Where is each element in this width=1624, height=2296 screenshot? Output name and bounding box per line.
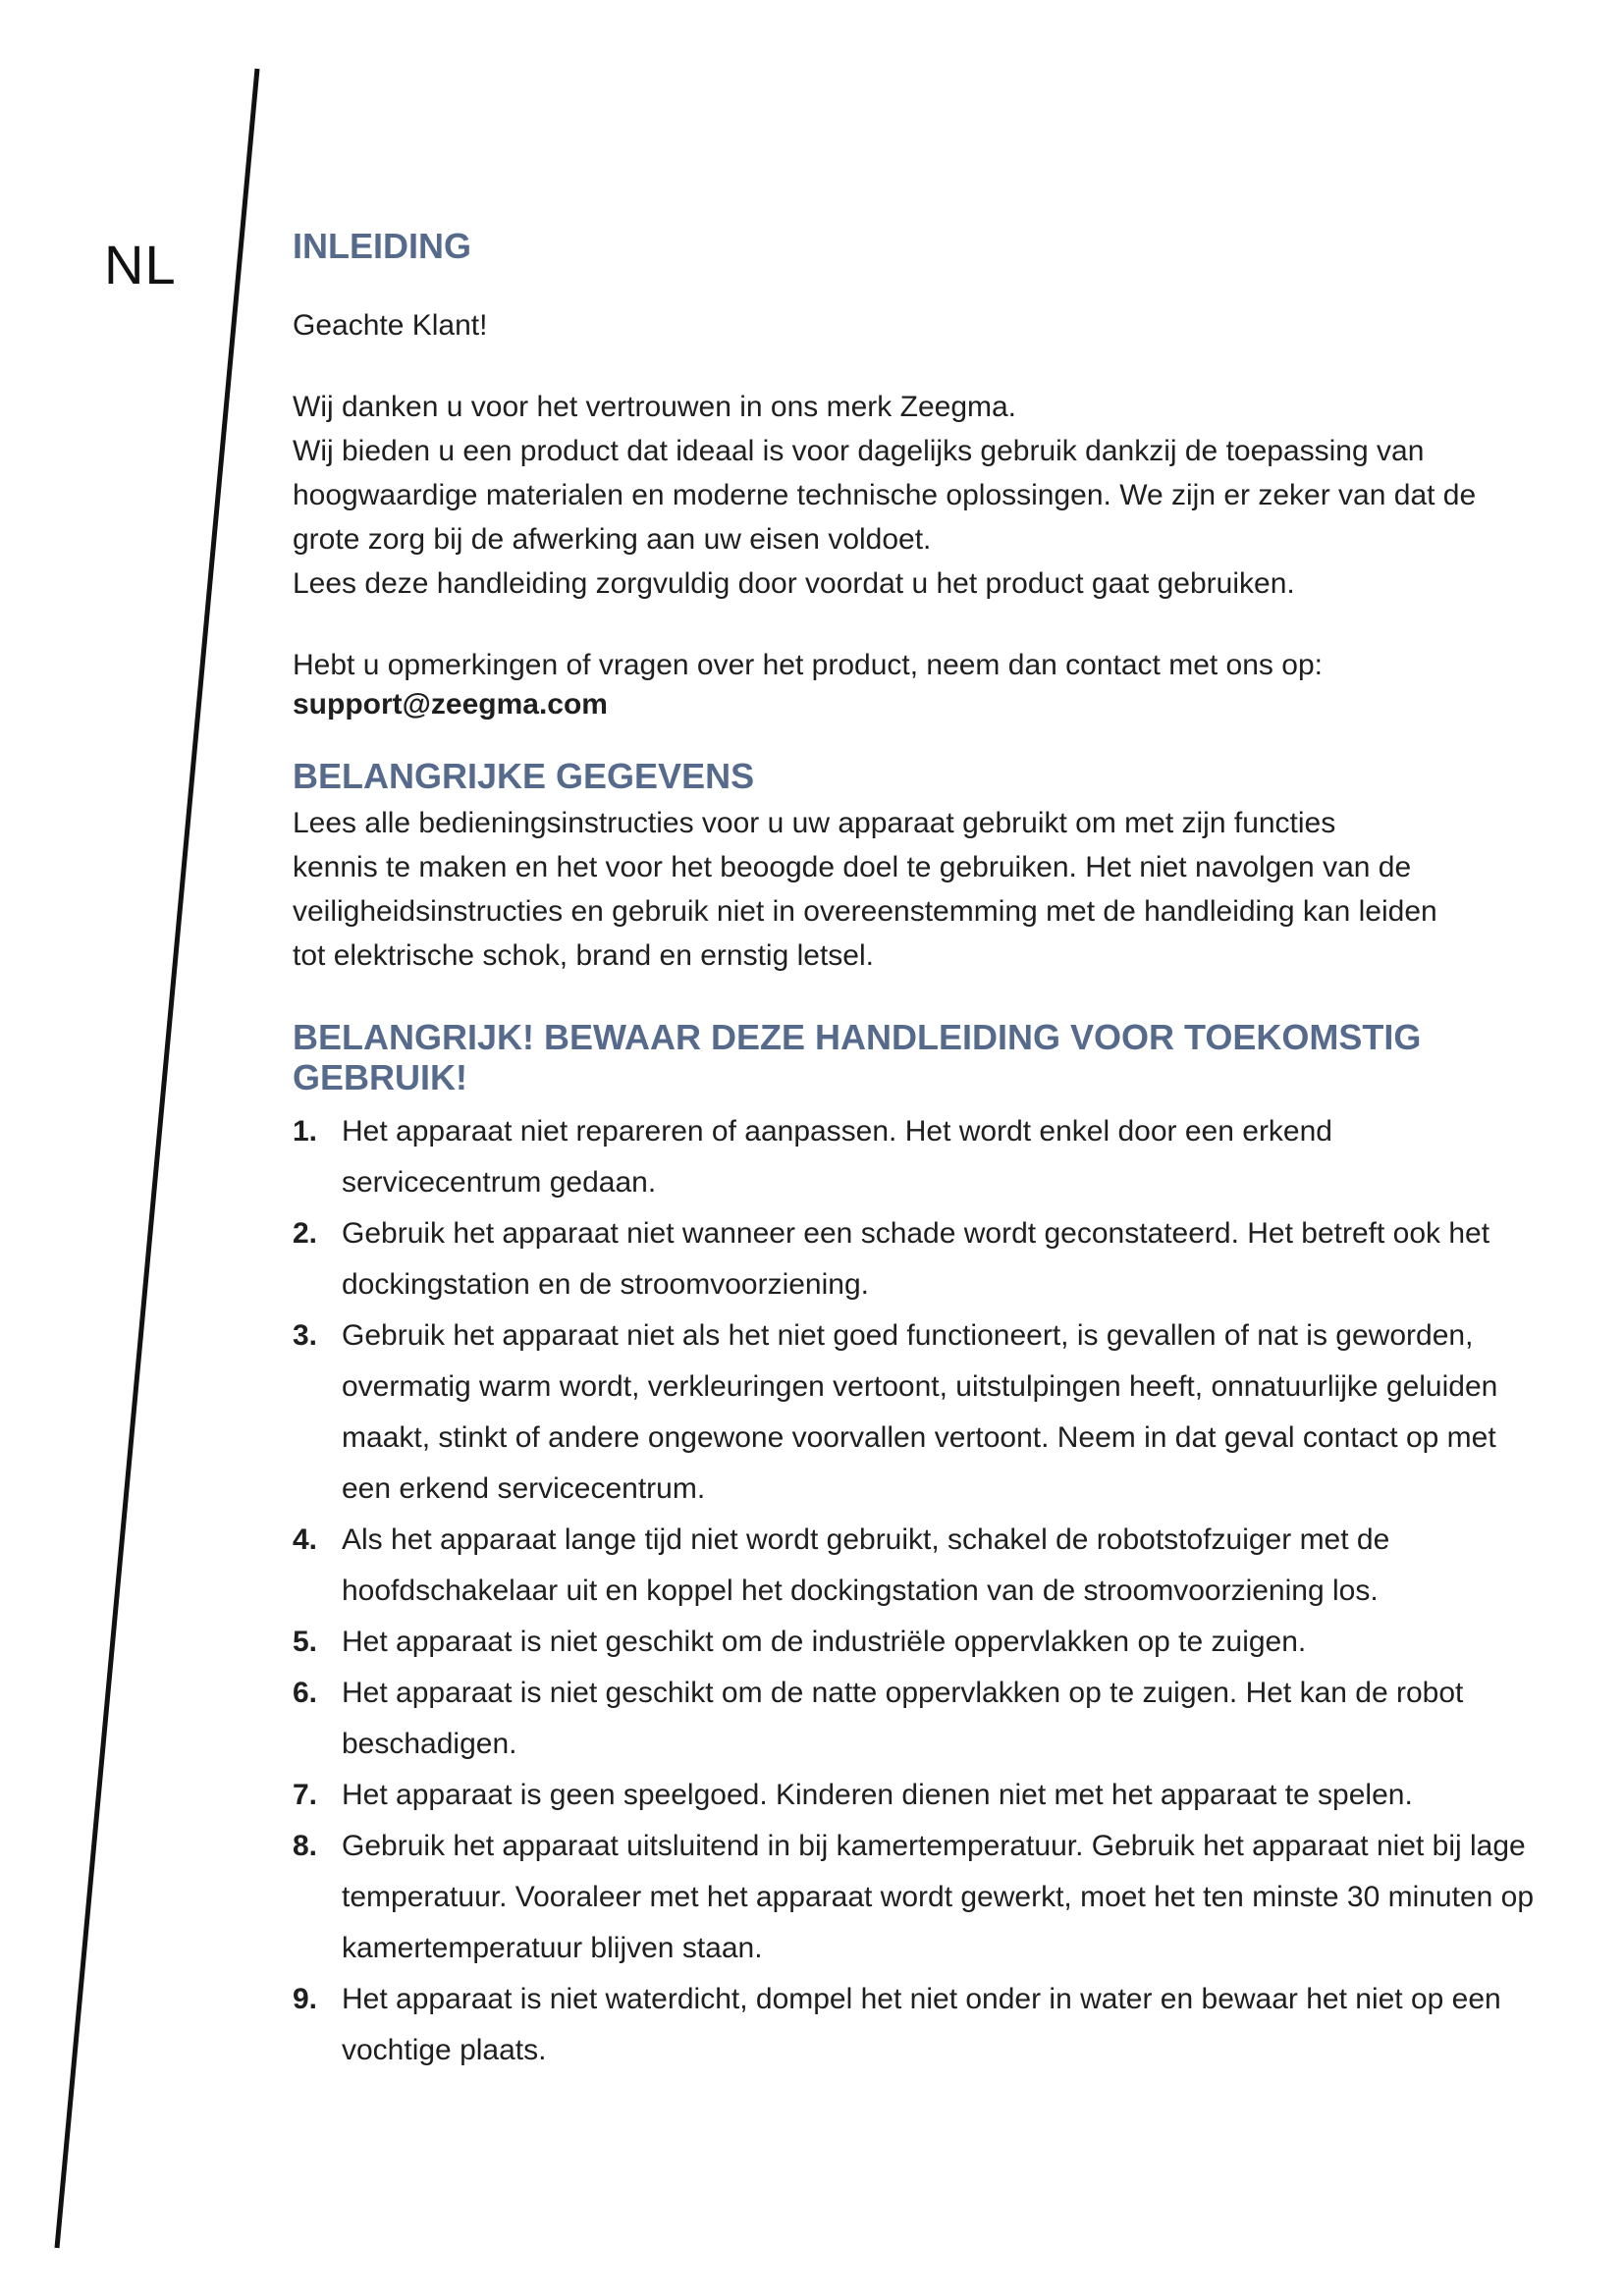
list-item-number: 2. [293, 1216, 318, 1250]
list-item-number: 7. [293, 1778, 318, 1811]
important-data-line: kennis te maken en het voor het beoogde doel te gebruiken. Het niet navolgen van de [293, 850, 1412, 883]
list-item [293, 1208, 1540, 1310]
intro-line: Lees deze handleiding zorgvuldig door voordat u het product gaat gebruiken. [293, 567, 1295, 601]
intro-line: Wij bieden u een product dat ideaal is voor dagelijks gebruik dankzij de toepassing van [293, 435, 1425, 468]
list-item-number: 5. [293, 1625, 318, 1658]
list-item [293, 1515, 1540, 1617]
list-item-text: Gebruik het apparaat uitsluitend in bij kamertemperatuur. Gebruik het apparaat niet bij lage temperatuur. Vooraleer met het apparaat wordt gewerkt, moet het ten minste 30 minuten op kamertemperatuur blijven staan. [342, 1829, 1535, 1964]
intro-line: hoogwaardige materialen en moderne technische oplossingen. We zijn er zeker van dat de [293, 479, 1477, 512]
list-item [293, 1310, 1540, 1515]
list-item-number: 3. [293, 1318, 318, 1352]
warnings-list [293, 1106, 1540, 2076]
list-item [293, 1821, 1540, 1974]
intro-heading: INLEIDING [293, 226, 472, 266]
list-item [293, 1617, 1540, 1668]
important-data-line: veiligheidsinstructies en gebruik niet in overeenstemming met de handleiding kan leiden [293, 894, 1437, 928]
intro-line: Wij danken u voor het vertrouwen in ons merk Zeegma. [293, 391, 1017, 424]
list-item-text: Het apparaat niet repareren of aanpassen. Het wordt enkel door een erkend servicecentrum gedaan. [342, 1114, 1332, 1199]
list-item-text: Gebruik het apparaat niet wanneer een schade wordt geconstateerd. Het betreft ook het dockingstation en de stroomvoorziening. [342, 1216, 1490, 1301]
warnings-heading-line2: GEBRUIK! [293, 1057, 467, 1098]
important-data-paragraph [293, 801, 1540, 978]
important-data-line: Lees alle bedieningsinstructies voor u uw apparaat gebruikt om met zijn functies [293, 806, 1336, 839]
list-item [293, 1770, 1540, 1821]
document-body [293, 226, 1540, 2076]
language-tag: NL [104, 234, 177, 295]
list-item-number: 8. [293, 1829, 318, 1862]
list-item [293, 1974, 1540, 2076]
contact-text: Hebt u opmerkingen of vragen over het product, neem dan contact met ons op: [293, 649, 1323, 682]
list-item-number: 9. [293, 1982, 318, 2015]
important-data-line: tot elektrische schok, brand en ernstig letsel. [293, 938, 874, 972]
warnings-heading-line1: BELANGRIJK! BEWAAR DEZE HANDLEIDING VOOR TOEKOMSTIG [293, 1016, 1422, 1057]
list-item-text: Als het apparaat lange tijd niet wordt gebruikt, schakel de robotstofzuiger met de hoofdschakelaar uit en koppel het dockingstation van de stroomvoorziening los. [342, 1522, 1390, 1607]
list-item [293, 1106, 1540, 1208]
list-item-number: 4. [293, 1522, 318, 1556]
list-item-text: Het apparaat is niet geschikt om de industriële oppervlakken op te zuigen. [342, 1625, 1307, 1658]
list-item-text: Het apparaat is geen speelgoed. Kinderen dienen niet met het apparaat te spelen. [342, 1778, 1413, 1811]
contact-email-link[interactable]: support@zeegma.com [293, 688, 608, 721]
warnings-heading [293, 1017, 1540, 1098]
intro-line: grote zorg bij de afwerking aan uw eisen voldoet. [293, 523, 932, 557]
list-item-number: 1. [293, 1114, 318, 1148]
important-data-heading: BELANGRIJKE GEGEVENS [293, 756, 755, 797]
greeting: Geachte Klant! [293, 309, 488, 343]
list-item-text: Het apparaat is niet waterdicht, dompel het niet onder in water en bewaar het niet op een vochtige plaats. [342, 1982, 1501, 2066]
list-item-text: Gebruik het apparaat niet als het niet goed functioneert, is gevallen of nat is geworden, overmatig warm wordt, verkleuringen vertoont, uitstulpingen heeft, onnatuurlijke geluiden maakt, stinkt of andere ongewone voorvallen vertoont. Neem in dat geval contact op met een erkend servicecentrum. [342, 1318, 1498, 1505]
intro-paragraph [293, 385, 1540, 606]
list-item-text: Het apparaat is niet geschikt om de natte oppervlakken op te zuigen. Het kan de robot beschadigen. [342, 1676, 1464, 1760]
list-item [293, 1668, 1540, 1770]
list-item-number: 6. [293, 1676, 318, 1709]
